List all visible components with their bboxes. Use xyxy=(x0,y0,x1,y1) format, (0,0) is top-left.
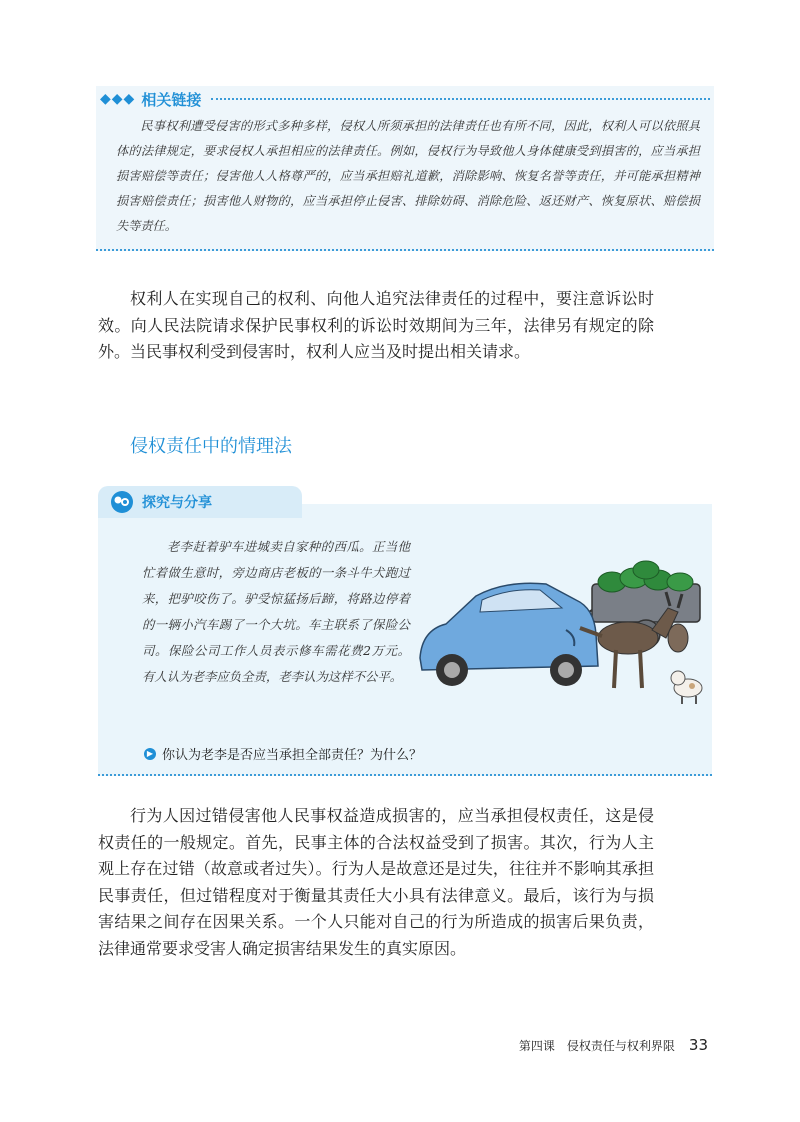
page-number: 33 xyxy=(688,1036,708,1054)
car-icon xyxy=(420,583,598,686)
related-link-text: 民事权利遭受侵害的形式多种多样，侵权人所须承担的法律责任也有所不同，因此，权利人可以依照具体的法律规定，要求侵权人承担相应的法律责任。例如，侵权行为导致他人身体健康受到損害的，应当承担损害赔偿等责任；侵害他人人格尊严的，应当承担赔礼道歉，消除影响、恢复名誉等责任，并可能承担精神损害赔偿责任；损害他人财物的，应当承担停止侵害、排除妨碍、消除危险、返还财产、恢复原状、赔偿损失等责任。 xyxy=(116,119,700,233)
paragraph-tort-liability: 行为人因过错侵害他人民事权益造成损害的，应当承担侵权责任，这是侵权责任的一般规定。首先，民事主体的合法权益受到了损害。其次，行为人主观上存在过错（故意或者过失）。行为人是故意还是过失，往往并不影响其承担民事责任，但过错程度对于衡量其责任大小具有法律意义。最后，该行为与损害结果之间存在因果关系。一个人只能对自己的行为所造成的损害后果负责，法律通常要求受害人确定损害结果发生的真实原因。 xyxy=(98,806,654,958)
related-link-title: 相关链接 xyxy=(141,90,202,109)
discussion-icon xyxy=(110,490,134,514)
explore-share-box xyxy=(98,486,712,776)
explore-share-tab xyxy=(98,486,302,518)
story-text: 老李赶着驴车进城卖自家种的西瓜。正当他忙着做生意时，旁边商店老板的一条斗牛犬跑过来，把驴咬伤了。驴受惊猛扬后蹄，将路边停着的一辆小汽车踢了一个大坑。车主联系了保险公司。保险公司工作人员表示修车需花费2万元。有人认为老李应负全责，老李认为这样不公平。 xyxy=(142,539,410,684)
arrow-right-icon: ▶ xyxy=(144,748,156,760)
dog-icon xyxy=(671,671,702,704)
related-link-header xyxy=(96,88,714,110)
explore-title: 探究与分享 xyxy=(142,495,212,511)
car-donkey-illustration xyxy=(416,538,712,718)
footer-lesson-title: 第四课 侵权责任与权利界限 xyxy=(518,1039,675,1053)
paragraph-statute-of-limitations: 权利人在实现自己的权利、向他人追究法律责任的过程中，要注意诉讼时效。向人民法院请求保护民事权利的诉讼时效期间为三年，法律另有规定的除外。当民事权利受到侵害时，权利人应当及时提出相关请求。 xyxy=(98,289,654,361)
section-title: 侵权责任中的情理法 xyxy=(130,436,292,457)
page-footer xyxy=(519,1036,708,1054)
question-text: 你认为老李是否应当承担全部责任？为什么？ xyxy=(162,748,423,763)
diamond-icons: ◆◆◆ xyxy=(100,91,136,107)
question-prompt xyxy=(144,744,422,763)
explore-body xyxy=(98,504,712,776)
related-link-box xyxy=(96,86,714,251)
dotted-divider xyxy=(211,98,710,100)
